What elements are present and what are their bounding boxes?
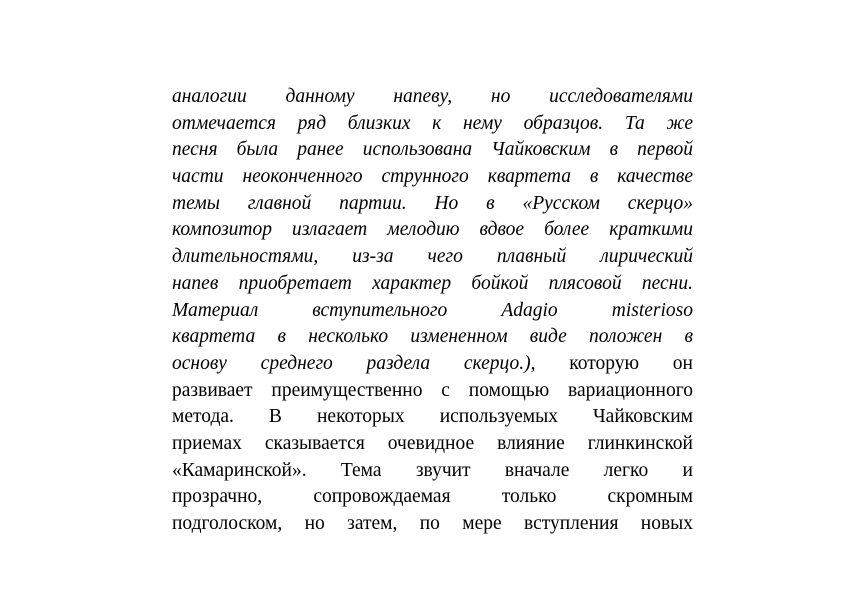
- text-line-11-italic: основу среднего раздела скерцо.): [172, 352, 531, 374]
- text-line-15: «Камаринской». Тема звучит вначале легко и: [172, 459, 693, 481]
- text-line-4: части неоконченного струнного квартета в качестве: [172, 166, 693, 188]
- text-line-7: длительностями, из-за чего плавный лирический: [172, 246, 693, 268]
- text-line-8: напев приобретает характер бойкой плясовой песни.: [172, 272, 693, 294]
- text-line-3: песня была ранее использована Чайковским в первой: [172, 139, 693, 161]
- body-text: [172, 84, 693, 538]
- text-line-11-normal: , которую он: [530, 352, 693, 374]
- text-line-5: темы главной партии. Но в «Русском скерцо»: [172, 192, 693, 214]
- text-line-17: подголоском, но затем, по мере вступления новых: [172, 513, 693, 534]
- text-line-16: прозрачно, сопровождаемая только скромным: [172, 486, 693, 508]
- text-line-9: Материал вступительного Adagio misterioso: [172, 299, 693, 321]
- text-line-13: метода. В некоторых используемых Чайковским: [172, 406, 693, 428]
- text-line-12: развивает преимущественно с помощью вариационного: [172, 379, 693, 401]
- text-line-11: [172, 351, 693, 378]
- text-line-14: приемах сказывается очевидное влияние глинкинской: [172, 432, 693, 454]
- text-line-10: квартета в несколько измененном виде положен в: [172, 326, 693, 348]
- text-line-6: композитор излагает мелодию вдвое более краткими: [172, 219, 693, 241]
- text-line-1: аналогии данному напеву, но исследователями: [172, 86, 693, 107]
- text-line-2: отмечается ряд близких к нему образцов. Та же: [172, 112, 693, 134]
